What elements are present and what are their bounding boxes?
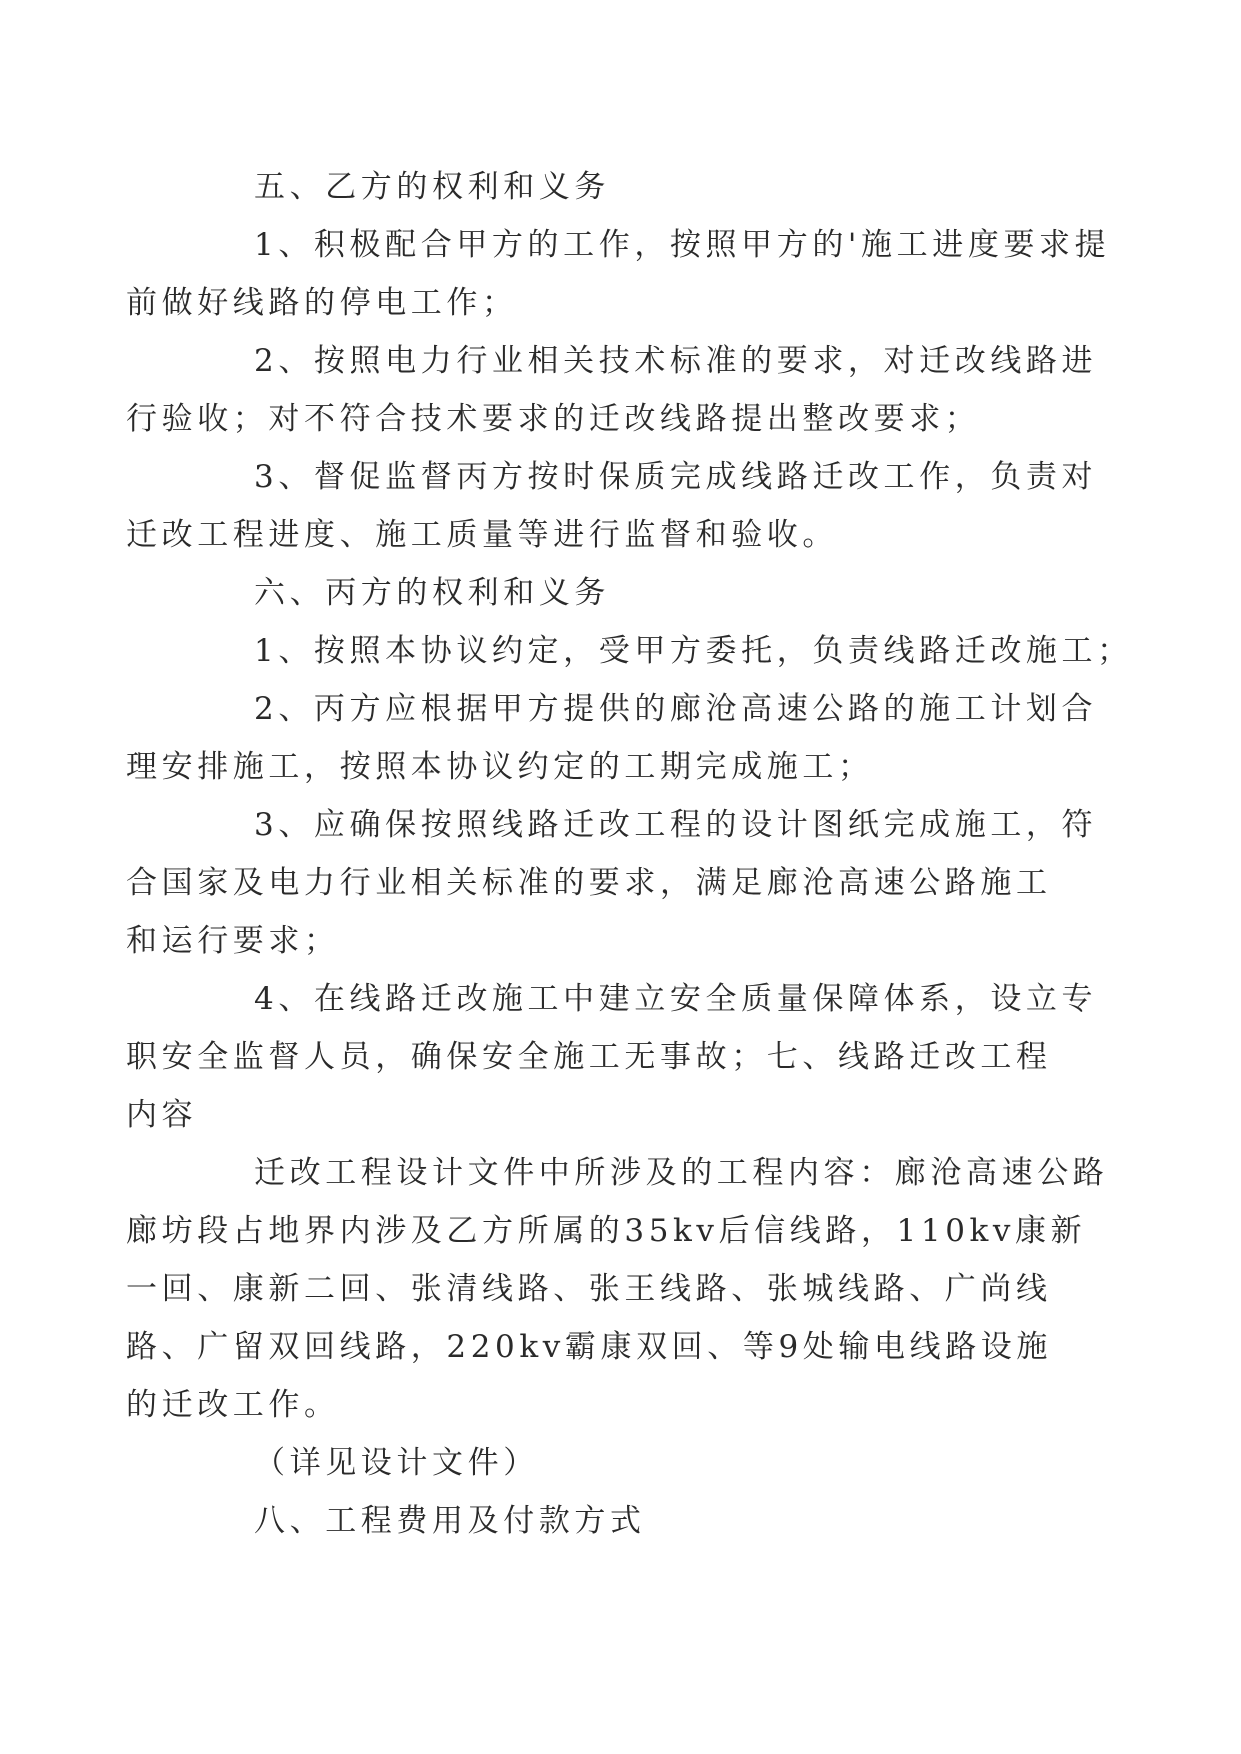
text-line: 八、工程费用及付款方式 [254, 1503, 646, 1539]
text-line: 1、积极配合甲方的工作，按照甲方的'施工进度要求提 [254, 227, 1111, 263]
paragraph [126, 970, 1098, 1144]
text-line: 职安全监督人员，确保安全施工无事故；七、线路迁改工程 [126, 1039, 1052, 1075]
text-line: 2、按照电力行业相关技术标准的要求，对迁改线路进 [254, 343, 1098, 379]
text-line: 合国家及电力行业相关标准的要求，满足廊沧高速公路施工 [126, 865, 1052, 901]
paragraph [126, 448, 1098, 564]
text-line: 内容 [126, 1097, 198, 1133]
text-line: 一回、康新二回、张清线路、张王线路、张城线路、广尚线 [126, 1271, 1052, 1307]
text-line: 理安排施工，按照本协议约定的工期完成施工； [126, 749, 874, 785]
text-line: 4、在线路迁改施工中建立安全质量保障体系，设立专 [254, 981, 1098, 1017]
paragraph [126, 216, 1111, 332]
text-line: 迁改工程设计文件中所涉及的工程内容：廊沧高速公路 [254, 1155, 1109, 1191]
paragraph [190, 622, 1133, 680]
text-line: 五、乙方的权利和义务 [254, 169, 610, 205]
paragraph [126, 680, 1098, 796]
text-line: 六、丙方的权利和义务 [254, 575, 610, 611]
text-line: 前做好线路的停电工作； [126, 285, 518, 321]
text-line: （详见设计文件） [254, 1445, 539, 1481]
text-line: 3、督促监督丙方按时保质完成线路迁改工作，负责对 [254, 459, 1098, 495]
text-line: 2、丙方应根据甲方提供的廊沧高速公路的施工计划合 [254, 691, 1098, 727]
paragraph [126, 1144, 1109, 1434]
paragraph [126, 796, 1098, 970]
paragraph [190, 564, 1050, 622]
text-line: 迁改工程进度、施工质量等进行监督和验收。 [126, 517, 838, 553]
paragraph [126, 332, 1098, 448]
text-line: 和运行要求； [126, 923, 340, 959]
paragraph [190, 158, 1050, 216]
text-line: 3、应确保按照线路迁改工程的设计图纸完成施工，符 [254, 807, 1098, 843]
text-line: 行验收；对不符合技术要求的迁改线路提出整改要求； [126, 401, 981, 437]
text-line: 1、按照本协议约定，受甲方委托，负责线路迁改施工； [254, 633, 1133, 669]
paragraph [190, 1434, 1050, 1492]
text-line: 廊坊段占地界内涉及乙方所属的35kv后信线路，110kv康新 [126, 1213, 1087, 1249]
paragraph [190, 1492, 1050, 1550]
text-line: 的迁改工作。 [126, 1387, 340, 1423]
document-body [126, 158, 1133, 1550]
text-line: 路、广留双回线路，220kv霸康双回、等9处输电线路设施 [126, 1329, 1052, 1365]
